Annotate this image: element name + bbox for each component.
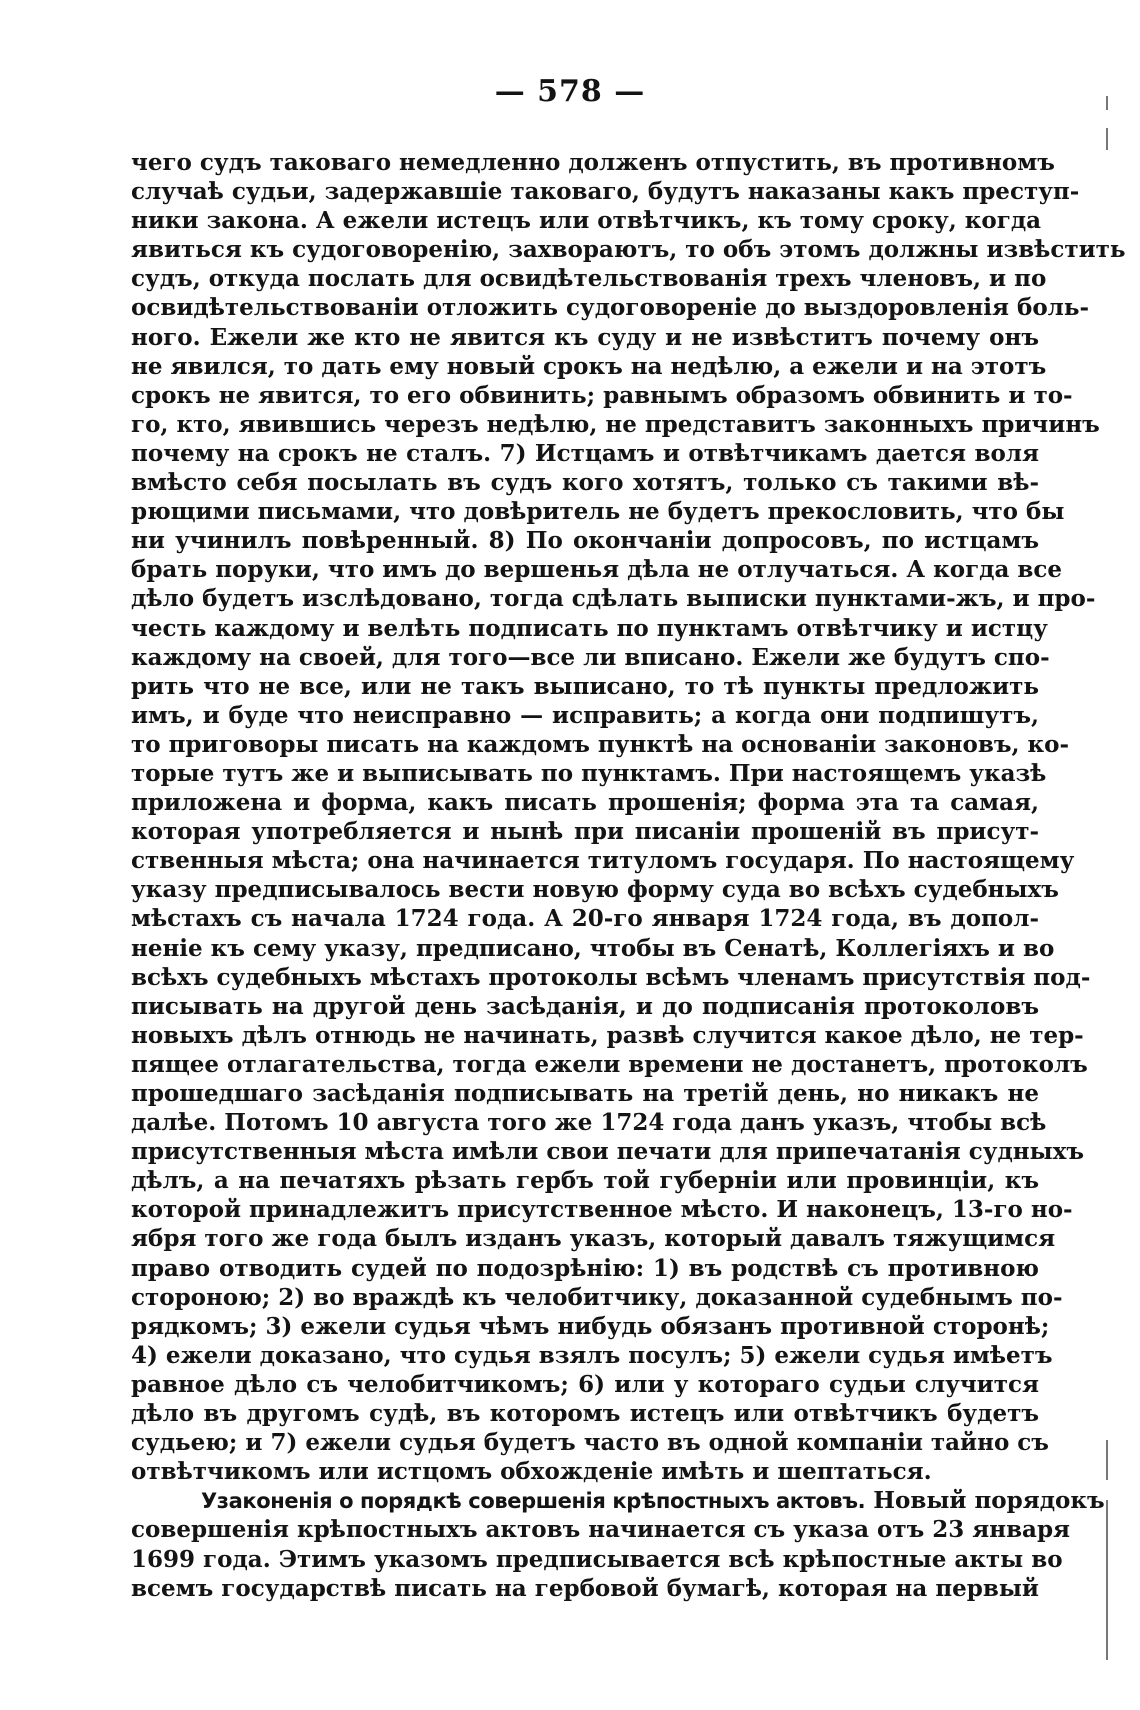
- text-line: право отводить судей по подозрѣнію: 1) въ родствѣ съ противною: [131, 1254, 1039, 1282]
- text-line: каждому на своей, для того—все ли вписано. Ежели же будутъ спо-: [131, 643, 1050, 671]
- text-line: которая употребляется и нынѣ при писаніи прошеній въ присут-: [131, 818, 1039, 846]
- text-line: далѣе. Потомъ 10 августа того же 1724 года данъ указъ, чтобы всѣ: [131, 1109, 1047, 1137]
- text-line: ября того же года былъ изданъ указъ, который давалъ тяжущимся: [131, 1225, 1056, 1253]
- text-line: почему на срокъ не сталъ. 7) Истцамъ и отвѣтчикамъ дается воля: [131, 439, 1039, 467]
- text-line: рющими письмами, что довѣритель не будетъ прекословить, что бы: [131, 498, 1065, 526]
- scan-margin-mark: [1106, 96, 1108, 110]
- paragraph-court-procedure: [131, 148, 1126, 1486]
- body-text: [131, 148, 1126, 1603]
- text-line: прошедшаго засѣданія подписывать на третій день, но никакъ не: [131, 1080, 1039, 1107]
- text-line: стороною; 2) во враждѣ къ челобитчику, доказанной судебнымъ по-: [131, 1283, 1063, 1311]
- text-line: срокъ не явится, то его обвинить; равнымъ образомъ обвинить и то-: [131, 381, 1073, 409]
- text-line: неніе къ сему указу, предписано, чтобы въ Сенатѣ, Коллегіяхъ и во: [131, 934, 1055, 962]
- text-line: судъ, откуда послать для освидѣтельствованія трехъ членовъ, и по: [131, 265, 1047, 293]
- text-line: явиться къ судоговоренію, захвораютъ, то объ этомъ должны извѣстить: [131, 236, 1126, 264]
- text-line: дѣлъ, а на печатяхъ рѣзать гербъ той губерніи или провинціи, къ: [131, 1167, 1039, 1195]
- text-line: новыхъ дѣлъ отнюдь не начинать, развѣ случится какое дѣло, не тер-: [131, 1021, 1084, 1049]
- paragraph-first-line: [131, 1486, 1105, 1515]
- text-line: не явился, то дать ему новый срокъ на недѣлю, а ежели и на этотъ: [131, 352, 1047, 380]
- scan-margin-mark: [1106, 128, 1108, 150]
- text-line: честь каждому и велѣть подписать по пунктамъ отвѣтчику и истцу: [131, 614, 1048, 642]
- text-line: рядкомъ; 3) ежели судья чѣмъ нибудь обязанъ противной сторонѣ;: [131, 1312, 1050, 1340]
- text-line: судьею; и 7) ежели судья будетъ часто въ одной компаніи тайно съ: [131, 1429, 1049, 1457]
- text-line: брать поруки, что имъ до вершенья дѣла не отлучаться. А когда все: [131, 556, 1063, 584]
- text-line: вмѣсто себя посылать въ судъ кого хотятъ, только съ такими вѣ-: [131, 469, 1039, 497]
- text-line: то приговоры писать на каждомъ пунктѣ на основаніи законовъ, ко-: [131, 730, 1069, 758]
- text-line: приложена и форма, какъ писать прошенія; форма эта та самая,: [131, 789, 1039, 817]
- text-line: всемъ государствѣ писать на гербовой бумагѣ, которая на первый: [131, 1574, 1039, 1602]
- text-line: освидѣтельствованіи отложить судоговореніе до выздоровленія боль-: [131, 294, 1090, 322]
- text-line: мѣстахъ съ начала 1724 года. А 20-го января 1724 года, въ допол-: [131, 905, 1039, 933]
- text-line: чего судъ таковаго немедленно долженъ отпустить, въ противномъ: [131, 149, 1055, 176]
- text-line: указу предписывалось вести новую форму суда во всѣхъ судебныхъ: [131, 876, 1059, 904]
- text-fragment: Новый порядокъ: [873, 1487, 1105, 1515]
- text-line: торые тутъ же и выписывать по пунктамъ. При настоящемъ указѣ: [131, 759, 1047, 787]
- text-line: го, кто, явившись черезъ недѣлю, не представитъ законныхъ причинъ: [131, 410, 1100, 438]
- text-line: пящее отлагательства, тогда ежели времени не достанетъ, протоколъ: [131, 1050, 1088, 1078]
- text-line: ни учинилъ повѣренный. 8) По окончаніи допросовъ, по истцамъ: [131, 527, 1039, 555]
- text-line: 4) ежели доказано, что судья взялъ посулъ; 5) ежели судья имѣетъ: [131, 1341, 1053, 1369]
- text-line: писывать на другой день засѣданія, и до подписанія протоколовъ: [131, 992, 1039, 1020]
- scan-margin-mark: [1106, 1500, 1108, 1660]
- text-line: дѣло въ другомъ судѣ, въ которомъ истецъ или отвѣтчикъ будетъ: [131, 1400, 1039, 1428]
- text-line: всѣхъ судебныхъ мѣстахъ протоколы всѣмъ членамъ присутствія под-: [131, 963, 1091, 991]
- text-line: отвѣтчикомъ или истцомъ обхожденіе имѣть и шептаться.: [131, 1458, 932, 1486]
- text-line: ственныя мѣста; она начинается титуломъ государя. По настоящему: [131, 847, 1075, 875]
- text-line: присутственныя мѣста имѣли свои печати для припечатанія судныхъ: [131, 1138, 1085, 1166]
- text-line: случаѣ судьи, задержавшіе таковаго, будутъ наказаны какъ преступ-: [131, 178, 1080, 206]
- page-number: — 578 —: [494, 74, 646, 109]
- paragraph-fortress-acts: [131, 1486, 1105, 1602]
- text-line: 1699 года. Этимъ указомъ предписывается всѣ крѣпостные акты во: [131, 1545, 1063, 1573]
- text-line: совершенія крѣпостныхъ актовъ начинается съ указа отъ 23 января: [131, 1516, 1071, 1544]
- text-line: ного. Ежели же кто не явится къ суду и не извѣститъ почему онъ: [131, 323, 1039, 351]
- text-line: рить что не все, или не такъ выписано, то тѣ пункты предложить: [131, 672, 1039, 700]
- text-line: которой принадлежитъ присутственное мѣсто. И наконецъ, 13-го но-: [131, 1196, 1073, 1224]
- text-line: дѣло будетъ изслѣдовано, тогда сдѣлать выписки пунктами-жъ, и про-: [131, 585, 1096, 613]
- text-line: имъ, и буде что неисправно — исправить; а когда они подпишутъ,: [131, 701, 1039, 729]
- text-line: равное дѣло съ челобитчикомъ; 6) или у котораго судьи случится: [131, 1370, 1039, 1398]
- section-heading: Узаконенія о порядкѣ совершенія крѣпостныхъ актовъ.: [201, 1489, 866, 1514]
- scan-margin-mark: [1106, 1440, 1108, 1480]
- text-line: ники закона. А ежели истецъ или отвѣтчикъ, къ тому сроку, когда: [131, 207, 1042, 235]
